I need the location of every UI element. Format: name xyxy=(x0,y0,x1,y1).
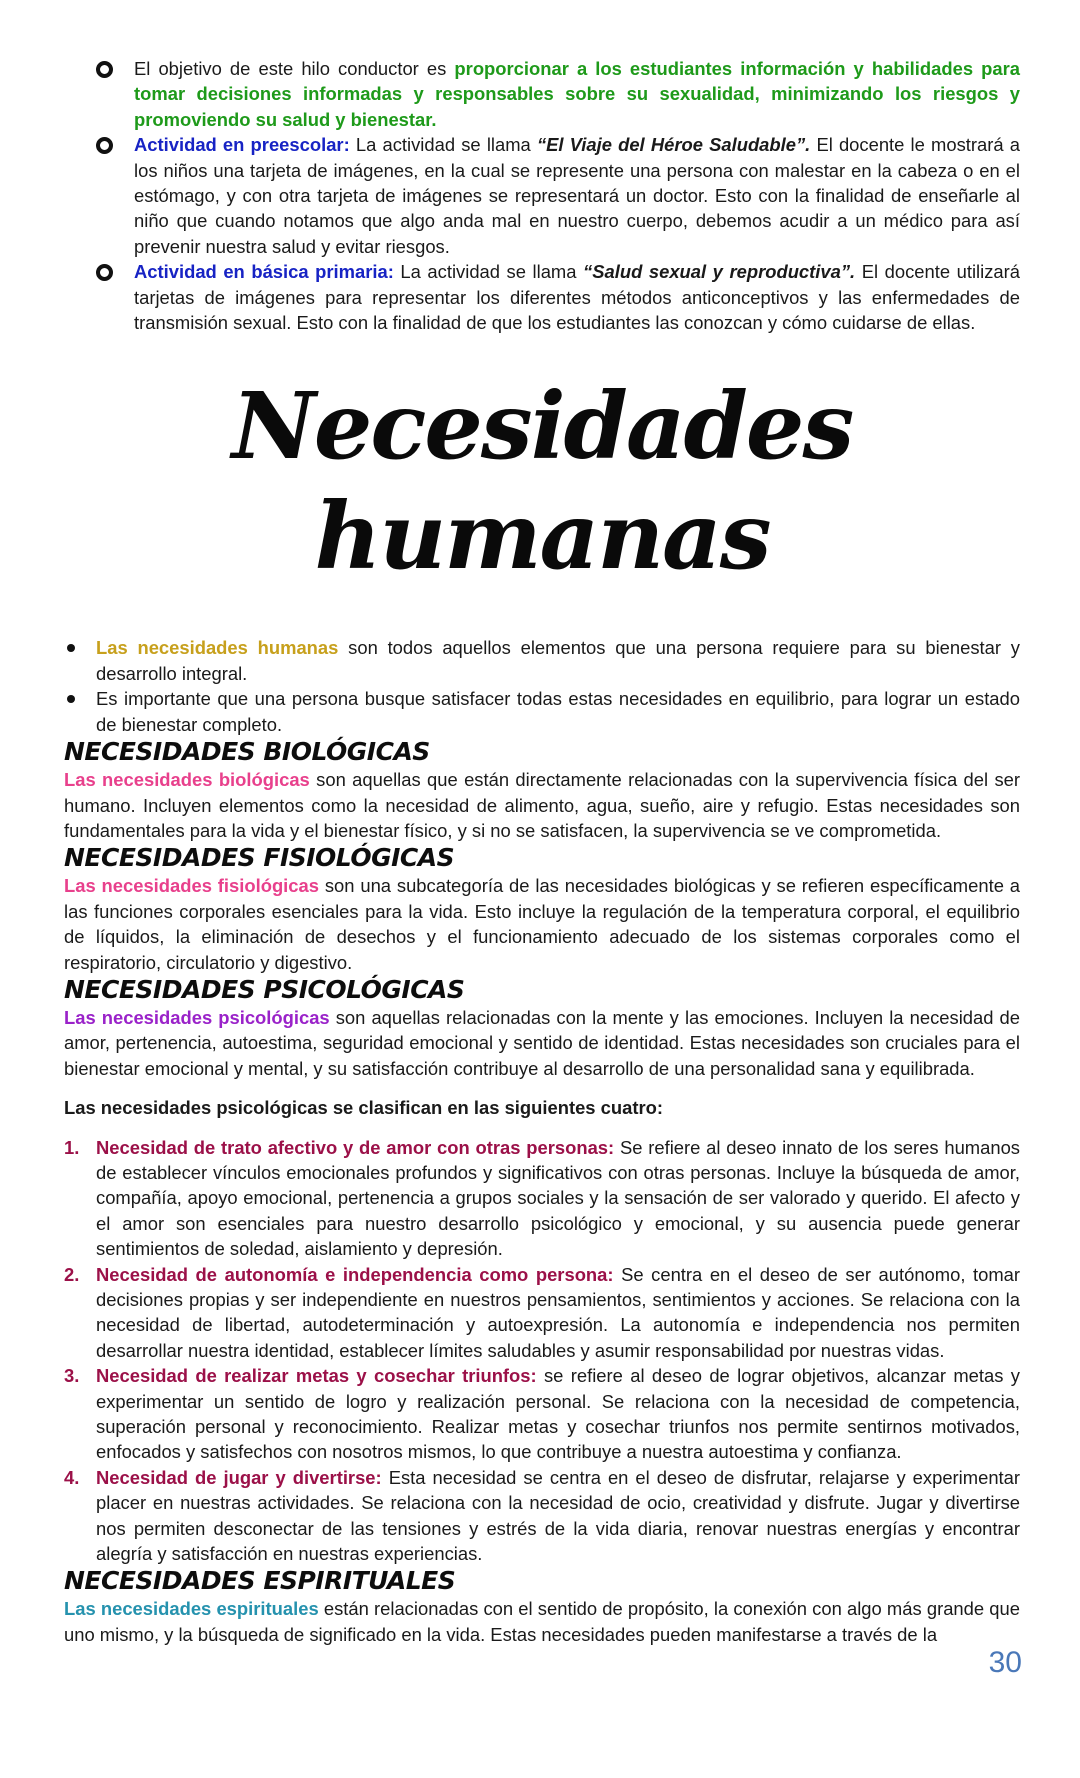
item-number: 4. xyxy=(64,1466,80,1488)
intro-bullet-list xyxy=(64,56,1020,335)
section-heading-psicologicas: NECESIDADES PSICOLÓGICAS xyxy=(64,974,465,1004)
highlight-term: Las necesidades biológicas xyxy=(64,769,310,791)
item-title: Necesidad de realizar metas y cosechar triunfos: xyxy=(96,1365,537,1387)
humanas-bullet-list xyxy=(64,635,1020,737)
list-item: 3. Necesidad de realizar metas y cosechar triunfos: se refiere al deseo de lograr objetivos, alcanzar metas y experimentar un sentido de logro y realización personal. Se relaciona con la necesidad de competencia, superación personal y reconocimiento. Realizar metas y cosechar triunfos nos permite sentirnos motivados, enfocados y satisfechos con nosotros mismos, lo que contribuye a nuestra autoestima y confianza. xyxy=(64,1365,1020,1463)
item-number: 2. xyxy=(64,1263,80,1285)
page-title: Necesidades humanas xyxy=(231,372,853,591)
item-number: 1. xyxy=(64,1136,80,1158)
circle-bullet-icon xyxy=(96,264,113,281)
page-content xyxy=(64,56,1020,1647)
section-heading-espirituales: NECESIDADES ESPIRITUALES xyxy=(64,1566,456,1596)
list-item: 1. Necesidad de trato afectivo y de amor con otras personas: Se refiere al deseo innato de los seres humanos de establecer vínculos emocionales profundos y significativos con otras personas. Incluye la búsqueda de amor, compañía, apoyo emocional, pertenencia a grupos sociales y la sensación de ser valorado y querido. El afecto y el amor son esenciales para nuestro desarrollo psicológico y emocional, y su ausencia puede generar sentimientos de soledad, aislamiento y depresión. xyxy=(64,1136,1020,1260)
highlight-objective: proporcionar a los estudiantes información y habilidades para tomar decisiones informadas y responsables sobre su sexualidad, minimizando los riesgos y promoviendo su salud y bienestar. xyxy=(134,58,1020,130)
item-title: Necesidad de autonomía e independencia como persona: xyxy=(96,1263,614,1285)
activity-name: “Salud sexual y reproductiva”. xyxy=(583,261,856,283)
circle-bullet-icon xyxy=(96,61,113,78)
section-heading-fisiologicas: NECESIDADES FISIOLÓGICAS xyxy=(64,843,455,873)
section-body-fisiologicas: Las necesidades fisiológicas son una subcategoría de las necesidades biológicas y se refieren específicamente a las funciones corporales esenciales para la vida. Esto incluye la regulación de la temperatura corporal, el equilibrio de líquidos, la eliminación de desechos y el funcionamiento adecuado de los sistemas corporales como el respiratorio, circulatorio y digestivo. xyxy=(64,875,1020,973)
list-item: Actividad en básica primaria: La actividad se llama “Salud sexual y reproductiva”. El docente utilizará tarjetas de imágenes para representar los diferentes métodos anticonceptivos y las enfermedades de transmisión sexual. Esto con la finalidad de que los estudiantes las conozcan y cómo cuidarse de ellas. xyxy=(134,259,1020,335)
activity-label: Actividad en preescolar: xyxy=(134,134,350,156)
circle-bullet-icon xyxy=(96,137,113,154)
highlight-term: Las necesidades fisiológicas xyxy=(64,875,319,897)
highlight-term: Las necesidades espirituales xyxy=(64,1598,319,1620)
section-body-biologicas: Las necesidades biológicas son aquellas que están directamente relacionadas con la supervivencia física del ser humano. Incluyen elementos como la necesidad de alimento, agua, sueño, aire y refugio. Estas necesidades son fundamentales para la vida y el bienestar físico, y si no se satisfacen, la supervivencia se ve comprometida. xyxy=(64,769,1020,841)
activity-label: Actividad en básica primaria: xyxy=(134,261,394,283)
list-item: 4. Necesidad de jugar y divertirse: Esta necesidad se centra en el deseo de disfrutar, relajarse y experimentar placer en nuestras actividades. Se relaciona con la necesidad de ocio, creatividad y disfrute. Jugar y divertirse nos permiten desconectar de las tensiones y estrés de la vida diaria, renovar nuestras energías y encontrar alegría y satisfacción en nuestras experiencias. xyxy=(64,1466,1021,1565)
activity-name: “El Viaje del Héroe Saludable”. xyxy=(536,134,811,156)
section-body-psicologicas: Las necesidades psicológicas son aquellas relacionadas con la mente y las emociones. Incluyen la necesidad de amor, pertenencia, autoestima, seguridad emocional y sentido de identidad. Estas necesidades son cruciales para el bienestar emocional y mental, y su satisfacción contribuye al desarrollo de una personalidad sana y equilibrada. xyxy=(64,1006,1020,1079)
highlight-term: Las necesidades humanas xyxy=(96,637,339,659)
section-body-espirituales: Las necesidades espirituales están relacionadas con el sentido de propósito, la conexión con algo más grande que uno mismo, y la búsqueda de significado en la vida. Estas necesidades pueden manifestarse a través de la xyxy=(64,1598,1020,1645)
list-item: Actividad en preescolar: La actividad se llama “El Viaje del Héroe Saludable”. El docente le mostrará a los niños una tarjeta de imágenes, en la cual se represente una persona con malestar en la cabeza o en el estómago, y con otra tarjeta de imágenes se representará un doctor. Esto con la finalidad de enseñarle al niño que cuando notamos que algo anda mal en nuestro cuerpo, debemos acudir a un médico para así prevenir nuestra salud y evitar riesgos. xyxy=(134,132,1020,259)
dot-bullet-icon xyxy=(67,695,75,703)
section-heading-biologicas: NECESIDADES BIOLÓGICAS xyxy=(64,737,430,767)
dot-bullet-icon xyxy=(67,644,75,652)
list-item: 2. Necesidad de autonomía e independencia como persona: Se centra en el deseo de ser autónomo, tomar decisiones propias y ser independiente en nuestros pensamientos, sentimientos y acciones. Se relaciona con la necesidad de libertad, autodeterminación y autoexpresión. La autonomía e independencia nos permiten desarrollar nuestra identidad, establecer límites saludables y asumir responsabilidad por nuestras vidas. xyxy=(64,1263,1020,1361)
item-title: Necesidad de jugar y divertirse: xyxy=(96,1466,382,1488)
psicologicas-numbered-list xyxy=(64,1135,1020,1567)
highlight-term: Las necesidades psicológicas xyxy=(64,1006,330,1028)
list-item: Es importante que una persona busque satisfacer todas estas necesidades en equilibrio, para lograr un estado de bienestar completo. xyxy=(96,686,1020,737)
page-number: 30 xyxy=(988,1646,1022,1679)
item-number: 3. xyxy=(64,1365,80,1387)
list-item: El objetivo de este hilo conductor es proporcionar a los estudiantes información y habilidades para tomar decisiones informadas y responsables sobre su sexualidad, minimizando los riesgos y promoviendo su salud y bienestar. xyxy=(134,56,1020,132)
item-title: Necesidad de trato afectivo y de amor con otras personas: xyxy=(96,1136,615,1158)
psicologicas-lead: Las necesidades psicológicas se clasifican en las siguientes cuatro: xyxy=(64,1097,663,1119)
list-item: Las necesidades humanas son todos aquellos elementos que una persona requiere para su bienestar y desarrollo integral. xyxy=(96,635,1020,686)
